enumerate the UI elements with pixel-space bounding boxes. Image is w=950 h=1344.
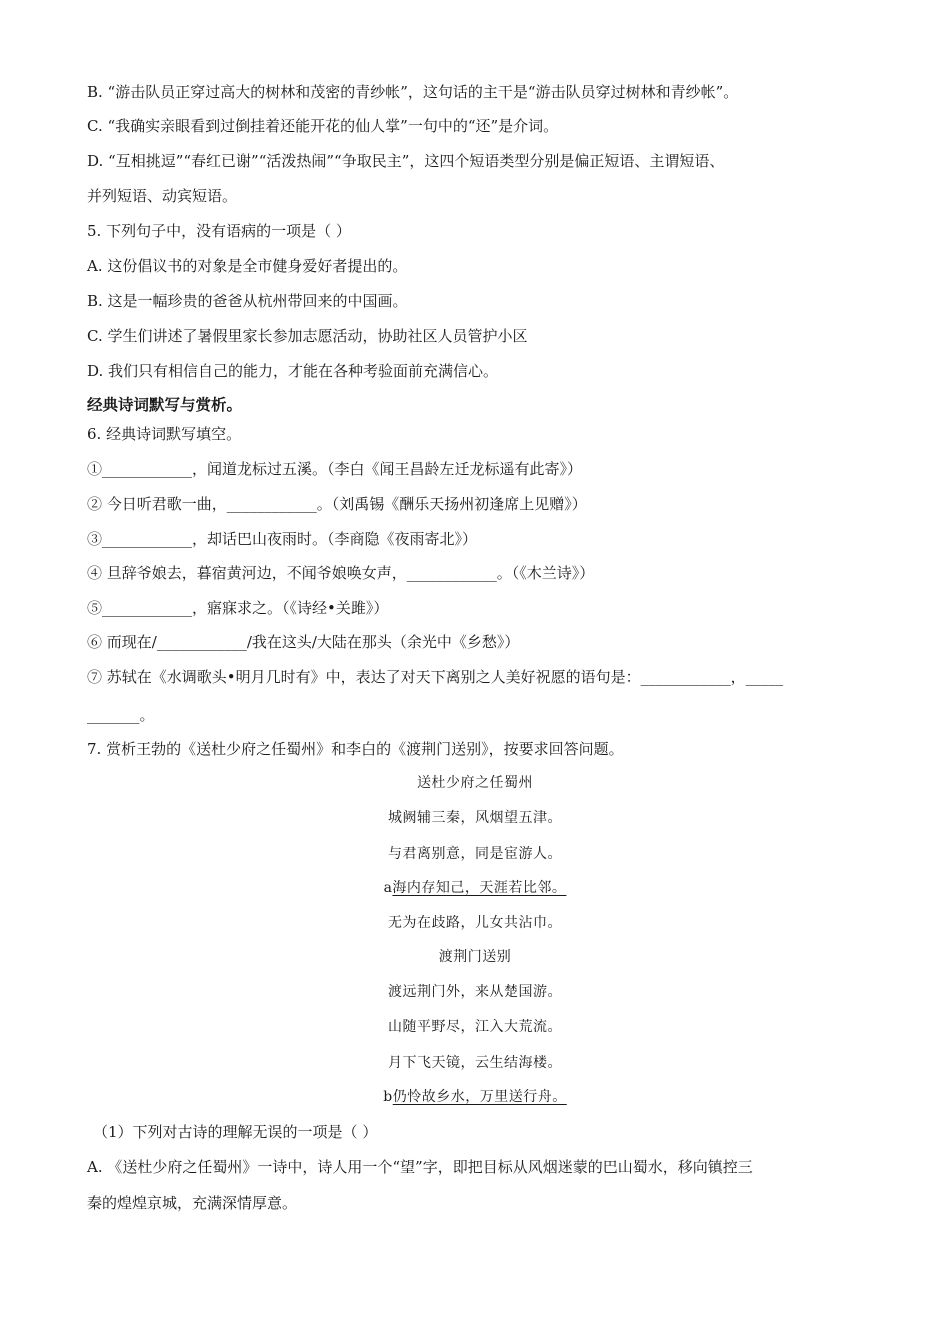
q4-option-d-line2: 并列短语、动宾短语。 (87, 187, 238, 205)
poem1-line3 (0, 878, 950, 898)
poem1-line3-text: 海内存知己，天涯若比邻。 (392, 880, 567, 896)
section-title: 经典诗词默写与赏析。 (87, 396, 243, 414)
poem2-line1: 渡远荆门外，来从楚国游。 (388, 984, 562, 1000)
q6-item-3: ③____________，却话巴山夜雨时。（李商隐《夜雨寄北》） (87, 530, 478, 548)
q5-stem: 5. 下列句子中，没有语病的一项是（ ） (87, 222, 351, 240)
q6-item-4: ④ 旦辞爷娘去，暮宿黄河边，不闻爷娘唤女声，____________。（《木兰诗》） (87, 564, 595, 582)
poem2-title: 渡荆门送别 (438, 949, 512, 965)
q4-option-d-line1: D. “互相挑逗”“春红已谢”“活泼热闹”“争取民主”，这四个短语类型分别是偏正短语、主谓短语、 (87, 152, 725, 170)
q6-item-6: ⑥ 而现在/____________/我在这头/大陆在那头（余光中《乡愁》） (87, 633, 520, 651)
q5-option-d: D. 我们只有相信自己的能力，才能在各种考验面前充满信心。 (87, 362, 499, 380)
poem1-line1: 城阙辅三秦，风烟望五津。 (388, 810, 562, 826)
poem2-line3: 月下飞天镜，云生结海楼。 (388, 1055, 562, 1071)
q7-stem: 7. 赏析王勃的《送杜少府之任蜀州》和李白的《渡荆门送别》，按要求回答问题。 (87, 740, 624, 758)
poem1-line2: 与君离别意，同是宦游人。 (388, 846, 562, 862)
q6-item-7-cont: _______。 (87, 706, 155, 724)
poem2-line2: 山随平野尽，江入大荒流。 (388, 1019, 562, 1035)
poem2-line4-text: 仍怜故乡水，万里送行舟。 (392, 1089, 567, 1105)
q5-option-c: C. 学生们讲述了暑假里家长参加志愿活动，协助社区人员管护小区 (87, 327, 528, 345)
q6-item-2: ② 今日听君歌一曲，____________。（刘禹锡《酬乐天扬州初逢席上见赠》） (87, 495, 587, 513)
q6-item-1: ①____________，闻道龙标过五溪。（李白《闻王昌龄左迁龙标遥有此寄》） (87, 460, 583, 478)
q5-option-a: A. 这份倡议书的对象是全市健身爱好者提出的。 (87, 257, 408, 275)
poem1-title: 送杜少府之任蜀州 (417, 775, 533, 791)
poem1-line4: 无为在歧路，儿女共沾巾。 (388, 915, 562, 931)
q6-item-5: ⑤____________，寤寐求之。（《诗经•关雎》） (87, 599, 389, 617)
poem2-line4 (0, 1087, 950, 1107)
q7-sub1-option-a-line2: 秦的煌煌京城，充满深情厚意。 (87, 1194, 298, 1212)
poem2-line4-label: b (383, 1089, 393, 1105)
q4-option-c: C. “我确实亲眼看到过倒挂着还能开花的仙人掌”一句中的“还”是介词。 (87, 117, 559, 135)
poem1-line3-label: a (383, 880, 393, 896)
q6-item-7: ⑦ 苏轼在《水调歌头•明月几时有》中，表达了对天下离别之人美好祝愿的语句是：____________，_____ (87, 668, 784, 686)
q7-sub1-option-a-line1: A. 《送杜少府之任蜀州》一诗中，诗人用一个“望”字，即把目标从风烟迷蒙的巴山蜀水，移向镇控三 (87, 1158, 753, 1176)
q5-option-b: B. 这是一幅珍贵的爸爸从杭州带回来的中国画。 (87, 292, 408, 310)
q4-option-b: B. “游击队员正穿过高大的树林和茂密的青纱帐”，这句话的主干是“游击队员穿过树林和青纱帐”。 (87, 83, 739, 101)
q6-stem: 6. 经典诗词默写填空。 (87, 425, 242, 443)
q7-sub1-stem: （1）下列对古诗的理解无误的一项是（ ） (93, 1123, 378, 1141)
